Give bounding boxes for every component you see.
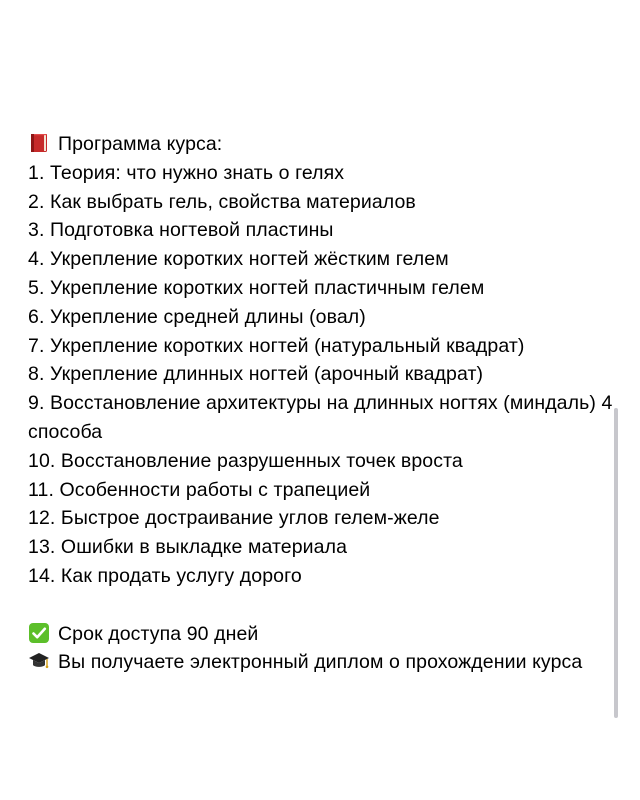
course-title-line: [28, 130, 618, 159]
diploma-line: [28, 648, 618, 677]
lesson-item: 3. Подготовка ногтевой пластины: [28, 219, 334, 242]
book-icon: [28, 132, 50, 154]
lesson-item: 11. Особенности работы с трапецией: [28, 478, 371, 501]
check-mark-icon: [28, 622, 50, 644]
lesson-item: 5. Укрепление коротких ногтей пластичным гелем: [28, 276, 485, 299]
lesson-item: 8. Укрепление длинных ногтей (арочный квадрат): [28, 363, 484, 386]
graduation-cap-icon: [28, 650, 50, 672]
lesson-item: 13. Ошибки в выкладке материала: [28, 536, 348, 559]
lesson-item: 2. Как выбрать гель, свойства материалов: [28, 190, 416, 213]
note-text[interactable]: [28, 130, 618, 677]
lesson-item: 14. Как продать услугу дорого: [28, 564, 302, 587]
access-line: [28, 620, 618, 649]
lesson-item: 9. Восстановление архитектуры на длинных ногтях (миндаль) 4 способа: [28, 392, 613, 443]
lesson-item: 12. Быстрое достраивание углов гелем-желе: [28, 507, 440, 530]
lesson-item: 7. Укрепление коротких ногтей (натуральный квадрат): [28, 334, 525, 357]
access-text: Срок доступа 90 дней: [58, 622, 259, 645]
blank-line: [28, 591, 618, 620]
lesson-item: 6. Укрепление средней длины (овал): [28, 305, 366, 328]
vertical-scrollbar[interactable]: [614, 408, 618, 718]
lesson-item: 1. Теория: что нужно знать о гелях: [28, 161, 345, 184]
lesson-item: 10. Восстановление разрушенных точек вроста: [28, 449, 463, 472]
diploma-text: Вы получаете электронный диплом о прохождении курса: [58, 651, 583, 674]
course-title: Программа курса:: [58, 133, 223, 155]
lesson-item: 4. Укрепление коротких ногтей жёстким гелем: [28, 248, 449, 271]
